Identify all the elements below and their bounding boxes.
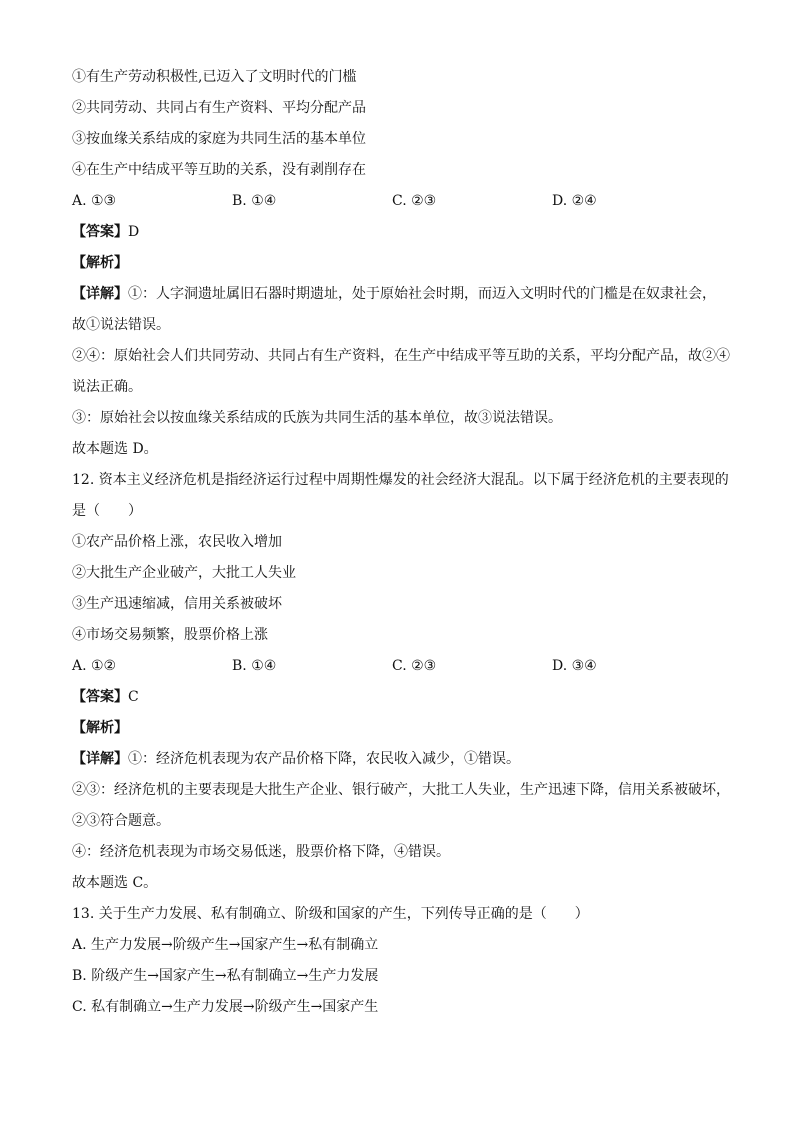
q12-item-2: ②大批生产企业破产，大批工人失业: [72, 565, 296, 581]
analysis-label: 【解析】: [72, 720, 128, 736]
detail-text: ①：人字洞遗址属旧石器时期遗址，处于原始社会时期，而迈入文明时代的门槛是在奴隶社会，: [128, 286, 716, 302]
q11-analysis-label: [72, 248, 732, 279]
q12-item-3: ③生产迅速缩减，信用关系被破坏: [72, 596, 282, 612]
q12-stem-b: 是（ ）: [72, 503, 142, 519]
q12-item-1: ①农产品价格上涨，农民收入增加: [72, 534, 282, 550]
q12-option-c: C. ②③: [392, 658, 437, 674]
q12-detail-3: ④：经济危机表现为市场交易低迷，股票价格下降，④错误。: [72, 844, 450, 860]
q12-item-4: ④市场交易频繁，股票价格上涨: [72, 627, 268, 643]
detail-label: 【详解】: [72, 751, 128, 767]
q11-detail-1a: [72, 279, 732, 310]
q11-option-c: C. ②③: [392, 193, 437, 209]
document-page: [72, 62, 732, 1023]
q11-option-d: D. ②④: [552, 193, 597, 209]
q12-conclusion: 故本题选 C。: [72, 875, 158, 891]
q11-item-1: ①有生产劳动积极性,已迈入了文明时代的门槛: [72, 69, 357, 85]
q12-detail-2b: ②③符合题意。: [72, 813, 170, 829]
q13-option-b: B. 阶级产生→国家产生→私有制确立→生产力发展: [72, 968, 379, 984]
detail-text: ①：经济危机表现为农产品价格下降，农民收入减少，①错误。: [128, 751, 520, 767]
answer-value: D: [128, 224, 140, 240]
answer-label: 【答案】: [72, 224, 128, 240]
q11-option-b: B. ①④: [232, 193, 277, 209]
q11-detail-1b: 故①说法错误。: [72, 317, 170, 333]
analysis-label: 【解析】: [72, 255, 128, 271]
q12-option-d: D. ③④: [552, 658, 597, 674]
q11-option-a: A. ①③: [72, 193, 117, 209]
q12-stem-a: 12. 资本主义经济危机是指经济运行过程中周期性爆发的社会经济大混乱。以下属于经济危机的主要表现的: [72, 472, 729, 488]
q13-stem: 13. 关于生产力发展、私有制确立、阶级和国家的产生，下列传导正确的是（ ）: [72, 906, 589, 922]
q11-options: [72, 186, 732, 217]
q13-option-c: C. 私有制确立→生产力发展→阶级产生→国家产生: [72, 999, 379, 1015]
q12-detail-1: [72, 744, 732, 775]
answer-label: 【答案】: [72, 689, 128, 705]
q12-analysis-label: [72, 713, 732, 744]
q11-answer: [72, 217, 732, 248]
q13-option-a: A. 生产力发展→阶级产生→国家产生→私有制确立: [72, 937, 379, 953]
q11-detail-2a: ②④：原始社会人们共同劳动、共同占有生产资料，在生产中结成平等互助的关系，平均分配产品，故②④: [72, 348, 730, 364]
q12-option-b: B. ①④: [232, 658, 277, 674]
q11-conclusion: 故本题选 D。: [72, 441, 158, 457]
q12-detail-2a: ②③：经济危机的主要表现是大批生产企业、银行破产，大批工人失业，生产迅速下降，信用关系被破坏，: [72, 782, 730, 798]
q12-answer: [72, 682, 732, 713]
answer-value: C: [128, 689, 139, 705]
q12-option-a: A. ①②: [72, 658, 117, 674]
q12-options: [72, 651, 732, 682]
detail-label: 【详解】: [72, 286, 128, 302]
q11-item-3: ③按血缘关系结成的家庭为共同生活的基本单位: [72, 131, 366, 147]
q11-detail-2b: 说法正确。: [72, 379, 142, 395]
q11-item-2: ②共同劳动、共同占有生产资料、平均分配产品: [72, 100, 366, 116]
q11-item-4: ④在生产中结成平等互助的关系，没有剥削存在: [72, 162, 366, 178]
q11-detail-3: ③：原始社会以按血缘关系结成的氏族为共同生活的基本单位，故③说法错误。: [72, 410, 562, 426]
